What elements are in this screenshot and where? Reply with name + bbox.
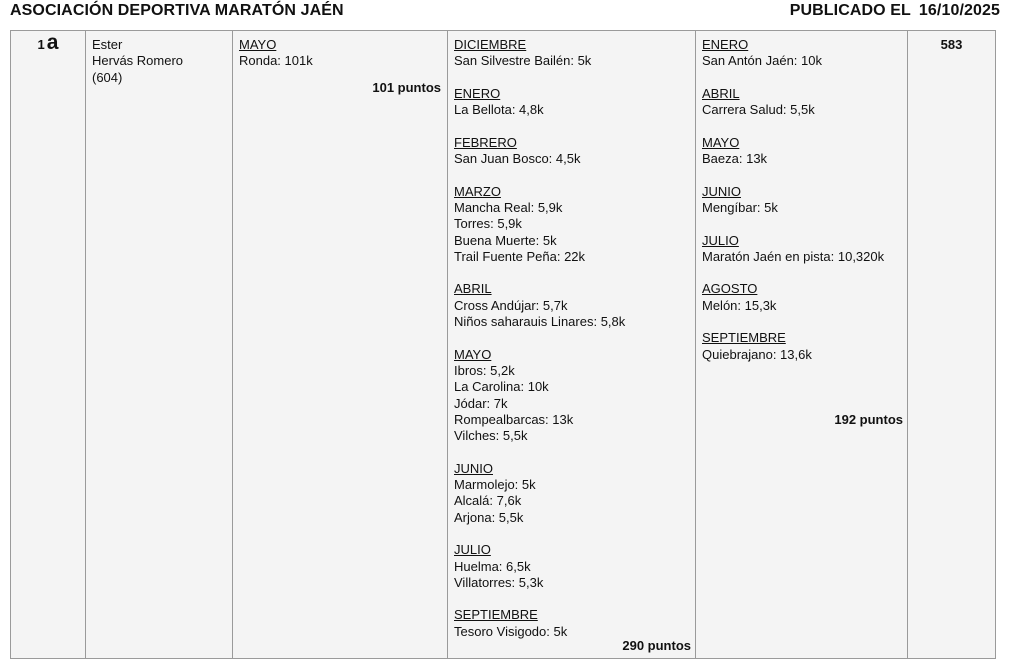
race-entry: Maratón Jaén en pista: 10,320k bbox=[702, 248, 885, 264]
race-entry: Vilches: 5,5k bbox=[454, 428, 528, 444]
month-heading: MAYO bbox=[239, 37, 277, 52]
race-entry: Cross Andújar: 5,7k bbox=[454, 297, 568, 313]
race-groups bbox=[702, 37, 901, 363]
races-column-3 bbox=[696, 31, 908, 659]
race-entry: Arjona: 5,5k bbox=[454, 509, 524, 525]
race-entry: San Silvestre Bailén: 5k bbox=[454, 53, 592, 69]
race-month-group bbox=[702, 233, 901, 266]
race-groups bbox=[239, 37, 441, 70]
month-heading: JUNIO bbox=[454, 460, 493, 476]
race-month-group bbox=[454, 37, 689, 70]
month-heading: AGOSTO bbox=[702, 281, 758, 297]
race-entry: Quiebrajano: 13,6k bbox=[702, 346, 812, 362]
points-column-3: 192 puntos bbox=[834, 412, 903, 427]
race-entry: Ronda: 101k bbox=[239, 53, 313, 69]
race-month-group bbox=[454, 347, 689, 445]
race-entry: Trail Fuente Peña: 22k bbox=[454, 248, 586, 264]
race-month-group bbox=[702, 86, 901, 119]
race-month-group bbox=[454, 135, 689, 168]
rank-suffix: a bbox=[46, 31, 59, 54]
race-month-group bbox=[454, 281, 689, 330]
race-entry: Rompealbarcas: 13k bbox=[454, 411, 574, 427]
published-date: 16/10/2025 bbox=[918, 2, 1000, 19]
total-points: 583 bbox=[908, 31, 996, 659]
rank-number: 1 bbox=[37, 37, 45, 52]
athlete-first-name: Ester bbox=[92, 37, 123, 52]
points-column-2: 290 puntos bbox=[622, 637, 691, 653]
race-month-group bbox=[454, 184, 689, 265]
race-entry: Ibros: 5,2k bbox=[454, 362, 515, 378]
month-heading: SEPTIEMBRE bbox=[454, 607, 538, 623]
race-entry: Carrera Salud: 5,5k bbox=[702, 102, 815, 118]
race-entry: Torres: 5,9k bbox=[454, 216, 522, 232]
month-heading: JUNIO bbox=[702, 183, 741, 199]
race-month-group bbox=[702, 330, 901, 363]
race-month-group bbox=[239, 37, 441, 70]
race-entry: San Antón Jaén: 10k bbox=[702, 53, 822, 69]
race-entry: Marmolejo: 5k bbox=[454, 477, 536, 493]
month-heading: JULIO bbox=[454, 542, 491, 558]
race-month-group bbox=[702, 135, 901, 168]
month-heading: MAYO bbox=[702, 134, 740, 150]
race-entry: La Carolina: 10k bbox=[454, 379, 549, 395]
athlete-member-number: (604) bbox=[92, 69, 123, 85]
race-month-group bbox=[702, 281, 901, 314]
month-heading: JULIO bbox=[702, 232, 739, 248]
race-entry: Villatorres: 5,3k bbox=[454, 574, 544, 590]
race-month-group bbox=[454, 461, 689, 526]
page-title: ASOCIACIÓN DEPORTIVA MARATÓN JAÉN bbox=[10, 2, 344, 19]
athlete-last-name: Hervás Romero bbox=[92, 53, 184, 69]
race-month-group bbox=[454, 607, 689, 640]
publish-info bbox=[790, 2, 1000, 20]
month-heading: FEBRERO bbox=[454, 134, 517, 150]
month-heading: MAYO bbox=[454, 346, 492, 362]
race-entry: Mengíbar: 5k bbox=[702, 199, 778, 215]
ranking-table bbox=[10, 30, 996, 659]
race-month-group bbox=[454, 86, 689, 119]
month-heading: ENERO bbox=[702, 37, 749, 52]
month-heading: SEPTIEMBRE bbox=[702, 330, 786, 346]
race-entry: Baeza: 13k bbox=[702, 151, 768, 167]
race-entry: Niños saharauis Linares: 5,8k bbox=[454, 314, 626, 330]
month-heading: MARZO bbox=[454, 183, 501, 199]
race-entry: Huelma: 6,5k bbox=[454, 558, 531, 574]
rank-position bbox=[11, 31, 86, 659]
race-entry: San Juan Bosco: 4,5k bbox=[454, 151, 581, 167]
race-month-group bbox=[702, 37, 901, 70]
athlete-cell bbox=[86, 31, 233, 659]
points-column-1: 101 puntos bbox=[372, 79, 441, 95]
race-entry: Jódar: 7k bbox=[454, 395, 508, 411]
month-heading: ENERO bbox=[454, 85, 501, 101]
races-column-2 bbox=[448, 31, 696, 659]
month-heading: DICIEMBRE bbox=[454, 37, 527, 52]
race-entry: Alcalá: 7,6k bbox=[454, 493, 522, 509]
race-entry: La Bellota: 4,8k bbox=[454, 102, 544, 118]
race-entry: Melón: 15,3k bbox=[702, 297, 777, 313]
race-month-group bbox=[702, 184, 901, 217]
month-heading: ABRIL bbox=[702, 85, 740, 101]
race-month-group bbox=[454, 542, 689, 591]
month-heading: ABRIL bbox=[454, 281, 492, 297]
races-column-1 bbox=[233, 31, 448, 659]
race-entry: Buena Muerte: 5k bbox=[454, 232, 557, 248]
table-row bbox=[11, 31, 996, 659]
race-groups bbox=[454, 37, 689, 640]
race-entry: Mancha Real: 5,9k bbox=[454, 199, 563, 215]
race-entry: Tesoro Visigodo: 5k bbox=[454, 623, 568, 639]
published-label: PUBLICADO EL bbox=[789, 2, 911, 19]
